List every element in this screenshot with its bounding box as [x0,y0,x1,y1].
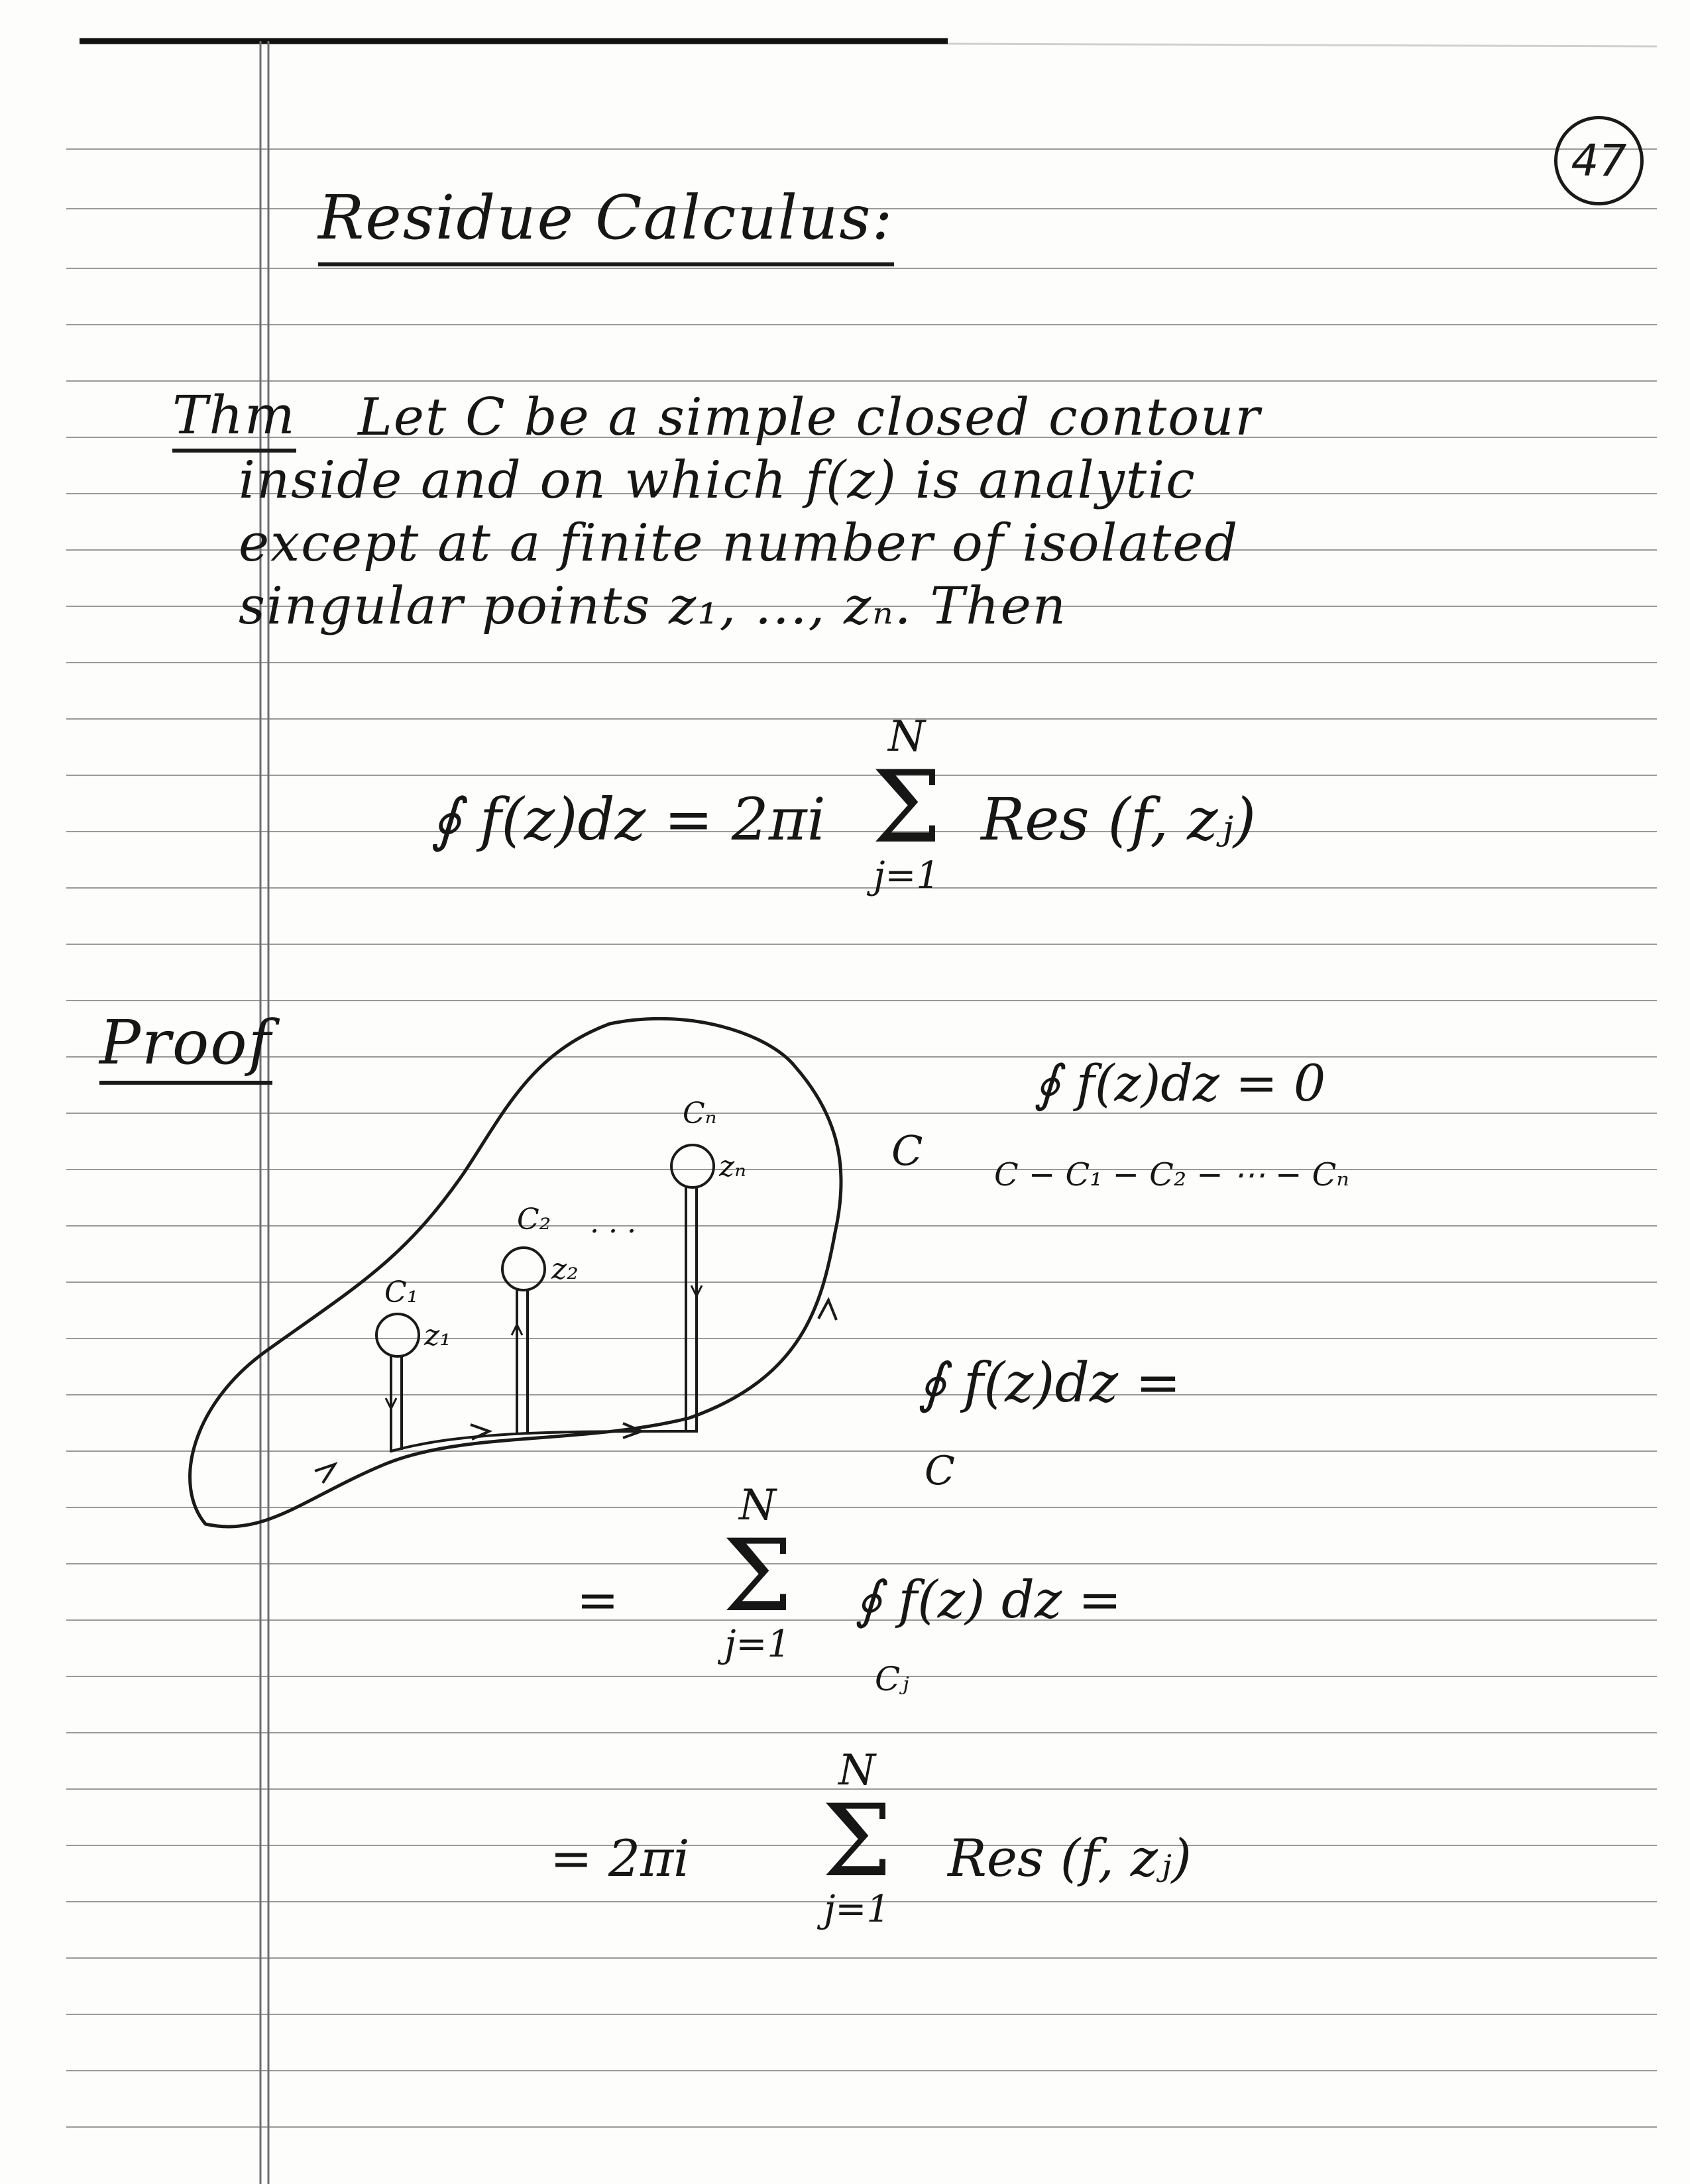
theorem-residue-term: Res (f, zⱼ) [981,785,1257,853]
sum-lower-limit: j=1 [724,1623,791,1666]
circle-c1 [376,1314,419,1356]
step3-subscript: Cⱼ [875,1660,909,1698]
sigma-symbol: Σ [872,750,942,865]
circle-cn [671,1145,714,1187]
page-title: Residue Calculus: [318,182,894,266]
sigma-symbol: Σ [822,1784,893,1899]
circle-label-cn: Cₙ [683,1097,717,1130]
proof-label: Proof [99,1007,272,1085]
sum-lower-limit: j=1 [873,854,940,897]
theorem-line: inside and on which f(z) is analytic [239,451,1196,510]
theorem-line: except at a finite number of isolated [239,514,1239,573]
step4-residue-term: Res (f, zⱼ) [948,1829,1192,1888]
step4-sum [822,1746,893,1931]
circle-label-c1: C₁ [384,1276,419,1309]
contour-c [190,1018,842,1530]
sum-upper-limit: N [888,712,926,761]
theorem-line: Let C be a simple closed contour [358,388,1261,447]
circle-c2 [502,1248,545,1290]
point-label-zn: zₙ [719,1150,747,1183]
step3-integral: ∮ f(z) dz = [855,1570,1122,1630]
theorem-line: singular points z₁, ..., zₙ. Then [239,576,1068,636]
sum-upper-limit: N [838,1746,876,1795]
sum-upper-limit: N [739,1481,777,1530]
page-number: 47 [1554,116,1644,205]
arrow-icon [315,1464,335,1483]
arrow-icon [818,1300,836,1320]
step2-subscript: C [925,1448,955,1494]
sigma-symbol: Σ [722,1519,793,1634]
sum-lower-limit: j=1 [824,1888,890,1931]
theorem-sum [872,712,942,897]
circle-label-c2: C₂ [517,1203,551,1236]
step1-integral: ∮ f(z)dz = 0 [1034,1054,1326,1113]
step3-sum [722,1481,793,1666]
contour-label: C [891,1126,923,1175]
theorem-integral: ∮ f(z)dz = 2πi [431,785,826,853]
contour-diagram [186,1007,888,1551]
theorem-label: Thm [172,384,296,453]
ellipsis: . . . [590,1206,636,1240]
point-label-z1: z₁ [424,1319,451,1352]
point-label-z2: z₂ [551,1252,579,1286]
step2-integral: ∮ f(z)dz = [918,1352,1181,1415]
step4-prefix: = 2πi [550,1829,690,1888]
step3-prefix: = [577,1570,619,1629]
step1-subscript: C − C₁ − C₂ − ⋯ − Cₙ [994,1156,1349,1193]
